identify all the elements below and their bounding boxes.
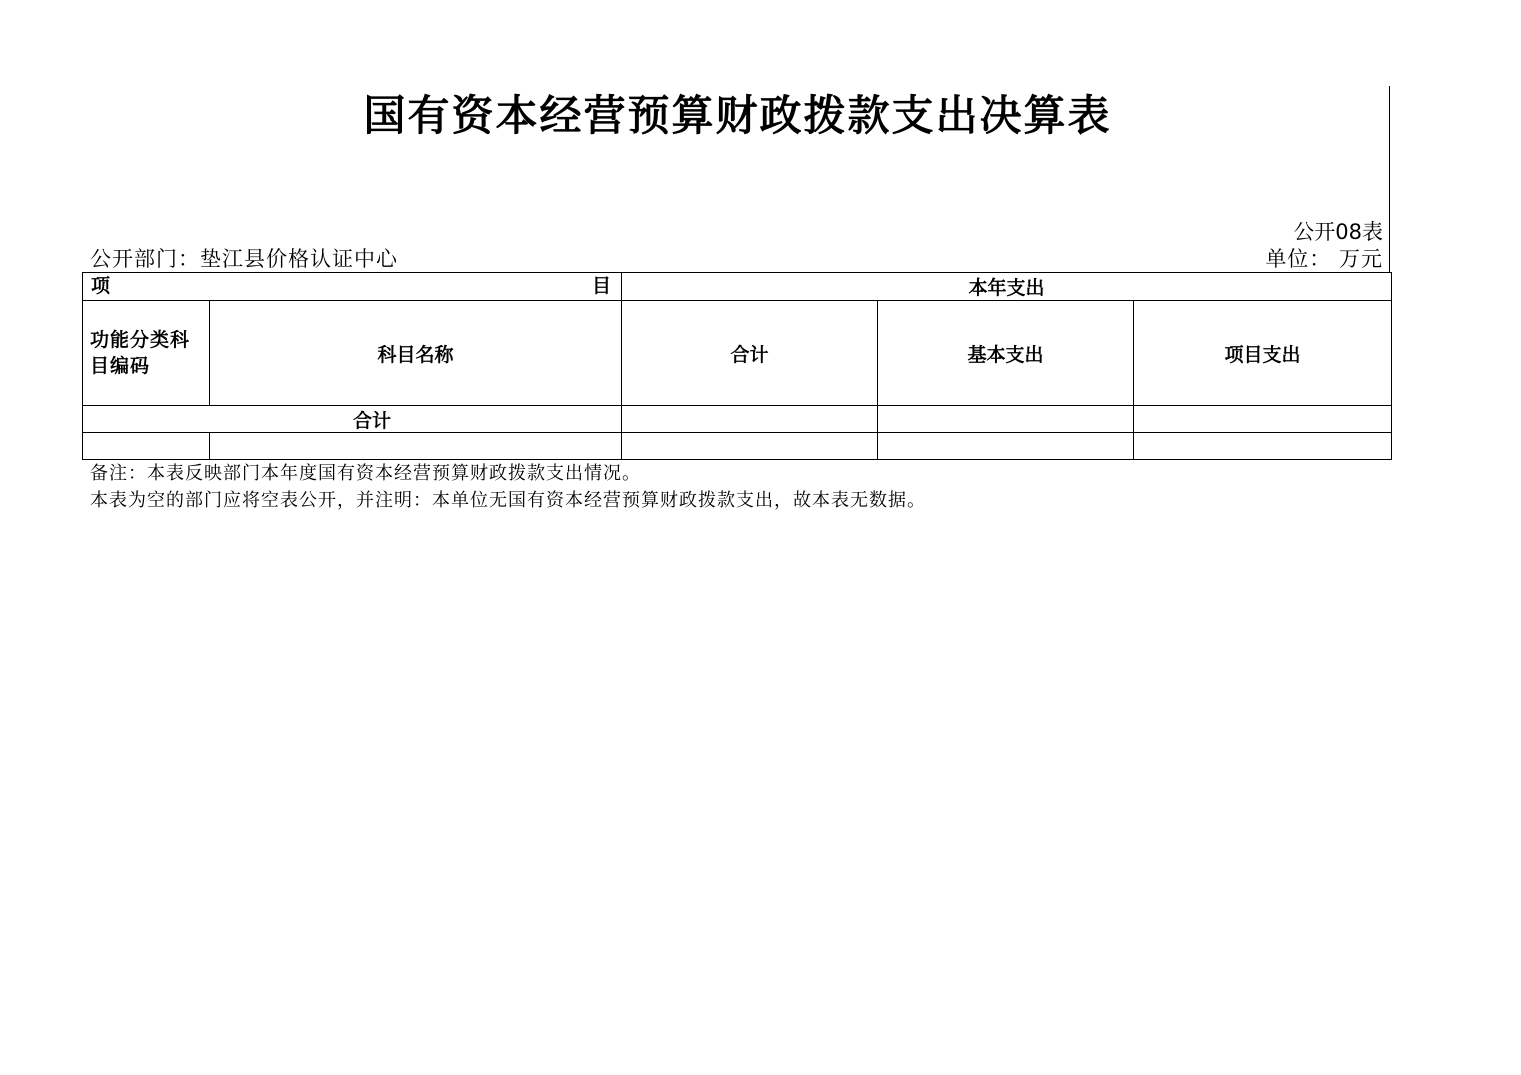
item-header-cell [83, 273, 622, 301]
notes-block [90, 460, 926, 514]
department-label: 公开部门： [90, 247, 200, 271]
total-row-total-cell [622, 406, 878, 433]
department-name: 垫江县价格认证中心 [200, 247, 398, 271]
item-header-right: 目 [591, 275, 611, 297]
total-header: 合计 [622, 301, 878, 406]
form-number: 公开08表 [1293, 220, 1383, 244]
empty-code-cell [83, 433, 210, 460]
code-header: 功能分类科目编码 [83, 301, 210, 406]
unit-label: 单位： 万元 [1265, 247, 1383, 271]
expenditure-table [82, 272, 1392, 460]
table-header-row-2 [83, 301, 1392, 406]
note-line-2: 本表为空的部门应将空表公开，并注明：本单位无国有资本经营预算财政拨款支出，故本表无数据。 [90, 490, 926, 511]
total-row-project-cell [1134, 406, 1392, 433]
empty-total-cell [622, 433, 878, 460]
department-line [90, 245, 398, 273]
basic-spending-header: 基本支出 [878, 301, 1134, 406]
page-title: 国有资本经营预算财政拨款支出决算表 [363, 91, 1112, 140]
table-header-row-1 [83, 273, 1392, 301]
project-spending-header: 项目支出 [1134, 301, 1392, 406]
table-row [83, 433, 1392, 460]
year-spending-header: 本年支出 [622, 273, 1392, 301]
empty-name-cell [210, 433, 622, 460]
total-row-label: 合计 [83, 406, 622, 433]
total-row [83, 406, 1392, 433]
note-line-1: 备注：本表反映部门本年度国有资本经营预算财政拨款支出情况。 [90, 463, 641, 484]
name-header: 科目名称 [210, 301, 622, 406]
item-header-left: 项 [91, 275, 111, 297]
empty-project-cell [1134, 433, 1392, 460]
empty-basic-cell [878, 433, 1134, 460]
total-row-basic-cell [878, 406, 1134, 433]
